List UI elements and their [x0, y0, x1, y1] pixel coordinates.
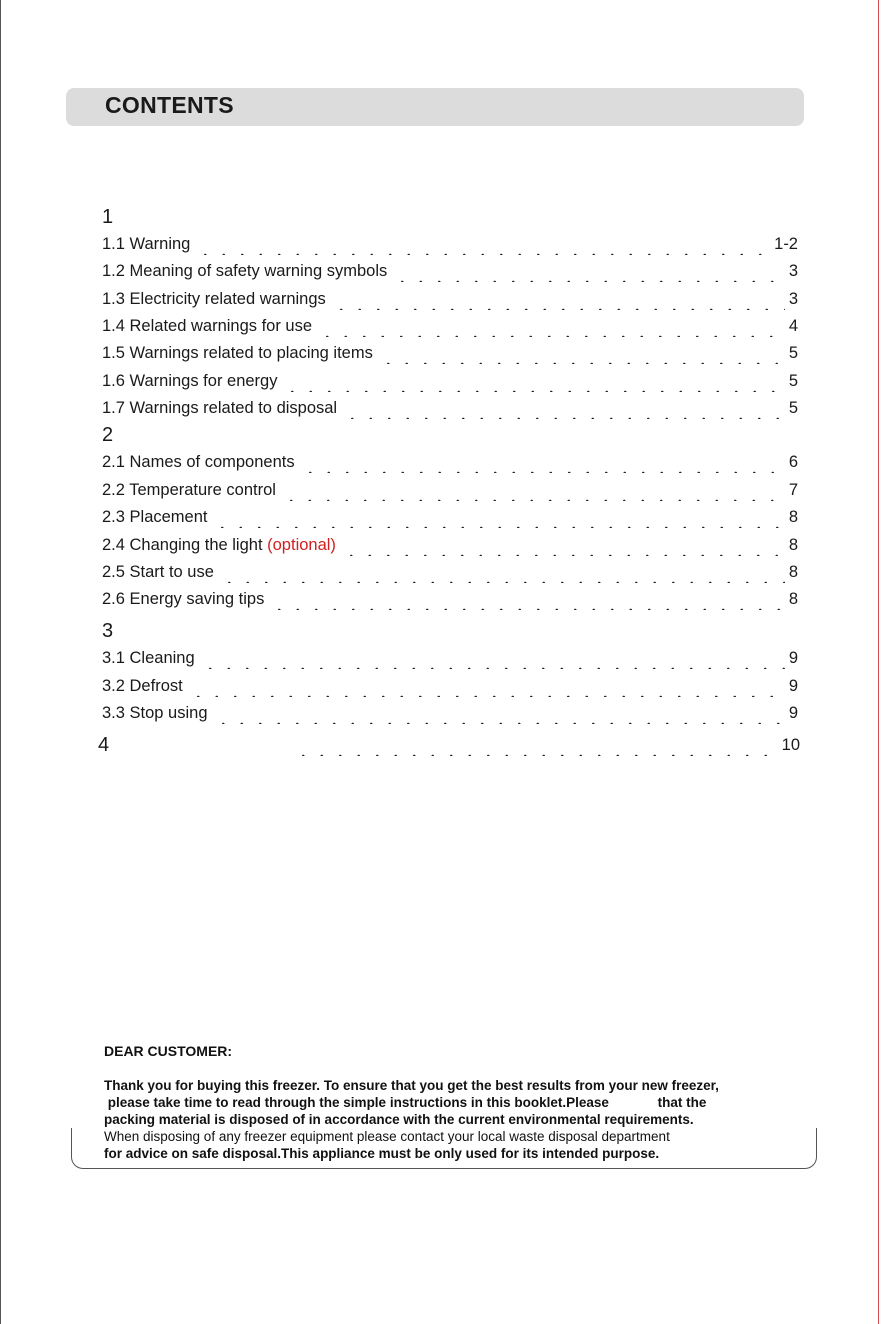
toc-entry-label: 1.6 Warnings for energy [102, 372, 278, 390]
toc-entry-page: 8 [788, 508, 798, 526]
letter-line: packing material is disposed of in accordance with the current environmental requirements. [104, 1112, 694, 1127]
dot-leader [301, 451, 785, 473]
toc-entry-page: 8 [788, 563, 798, 581]
toc-entry-label: 2.3 Placement [102, 508, 208, 526]
toc-entry[interactable] [102, 506, 798, 528]
section-number-4: 4 [98, 734, 110, 756]
toc-entry-page: 6 [788, 453, 798, 471]
optional-tag: (optional) [267, 536, 336, 554]
letter-line: for advice on safe disposal.This appliance must be only used for its intended purpose. [104, 1146, 660, 1161]
toc-entry-page: 8 [788, 590, 798, 608]
dot-leader [332, 288, 785, 310]
dot-leader [282, 479, 785, 501]
toc-entry-page: 9 [788, 649, 798, 667]
toc-entry-label: 3.3 Stop using [102, 704, 208, 722]
toc-entry-label: 2.2 Temperature control [102, 481, 276, 499]
toc-entry-section-4[interactable] [98, 734, 800, 756]
toc-entry-label: 2.4 Changing the light [102, 536, 263, 554]
contents-banner [66, 88, 804, 126]
section-number-3: 3 [102, 620, 114, 642]
toc-entry-page: 5 [788, 399, 798, 417]
section-number-2: 2 [102, 424, 114, 446]
dot-leader [270, 588, 784, 610]
toc-entry-page: 10 [781, 736, 800, 754]
toc-entry-label: 3.2 Defrost [102, 677, 183, 695]
customer-letter [104, 1043, 804, 1162]
dot-leader [214, 702, 785, 724]
toc-entry-label: 1.7 Warnings related to disposal [102, 399, 338, 417]
toc-entry[interactable] [102, 288, 798, 310]
toc-entry-page: 9 [788, 677, 798, 695]
toc-entry-label-group [102, 534, 342, 556]
toc-entry-page: 3 [788, 262, 798, 280]
toc-entry[interactable] [102, 479, 798, 501]
letter-line: please take time to read through the simple instructions in this booklet.Please that the [104, 1095, 707, 1110]
toc-entry-label: 2.6 Energy saving tips [102, 590, 265, 608]
dot-leader [294, 734, 778, 756]
dot-leader [201, 647, 785, 669]
toc-entry[interactable] [102, 370, 798, 392]
toc-entry-page: 4 [788, 317, 798, 335]
toc-entry-label: 1.3 Electricity related warnings [102, 290, 326, 308]
toc-entry-page: 3 [788, 290, 798, 308]
toc-entry-label: 3.1 Cleaning [102, 649, 195, 667]
letter-line: When disposing of any freezer equipment please contact your local waste disposal department [104, 1129, 670, 1144]
toc-entry[interactable] [102, 397, 798, 419]
toc-entry-page: 1-2 [774, 235, 798, 253]
dot-leader [189, 675, 785, 697]
toc-entry[interactable] [102, 675, 798, 697]
dot-leader [220, 561, 785, 583]
toc-entry[interactable] [102, 561, 798, 583]
toc-entry-page: 5 [788, 344, 798, 362]
toc-entry[interactable] [102, 451, 798, 473]
page-title: CONTENTS [105, 92, 234, 118]
page-left-edge [0, 0, 1, 1324]
dot-leader [393, 260, 785, 282]
dot-leader [318, 315, 785, 337]
toc-entry[interactable] [102, 315, 798, 337]
toc-entry-label: 1.5 Warnings related to placing items [102, 344, 373, 362]
toc-entry-label: 2.1 Names of components [102, 453, 295, 471]
dot-leader [283, 370, 784, 392]
toc-entry[interactable] [102, 260, 798, 282]
dot-leader [196, 233, 770, 255]
letter-heading: DEAR CUSTOMER: [104, 1043, 233, 1059]
dot-leader [343, 397, 785, 419]
toc-entry-page: 9 [788, 704, 798, 722]
toc-entry[interactable] [102, 342, 798, 364]
page-right-edge [878, 0, 879, 1324]
letter-line: Thank you for buying this freezer. To ensure that you get the best results from your new freezer, [104, 1078, 719, 1093]
dot-leader [213, 506, 784, 528]
toc-entry[interactable] [102, 534, 798, 556]
dot-leader [379, 342, 785, 364]
toc-entry-label: 1.4 Related warnings for use [102, 317, 313, 335]
toc-entry[interactable] [102, 233, 798, 255]
toc-entry[interactable] [102, 588, 798, 610]
toc-entry-label: 2.5 Start to use [102, 563, 214, 581]
toc-entry[interactable] [102, 647, 798, 669]
toc-entry-label: 1.1 Warning [102, 235, 191, 253]
toc-entry-page: 5 [788, 372, 798, 390]
toc-entry[interactable] [102, 702, 798, 724]
toc-entry-page: 8 [788, 536, 798, 554]
toc-entry-page: 7 [788, 481, 798, 499]
section-number-1: 1 [102, 206, 114, 228]
toc-entry-label: 1.2 Meaning of safety warning symbols [102, 262, 388, 280]
dot-leader [342, 534, 785, 556]
